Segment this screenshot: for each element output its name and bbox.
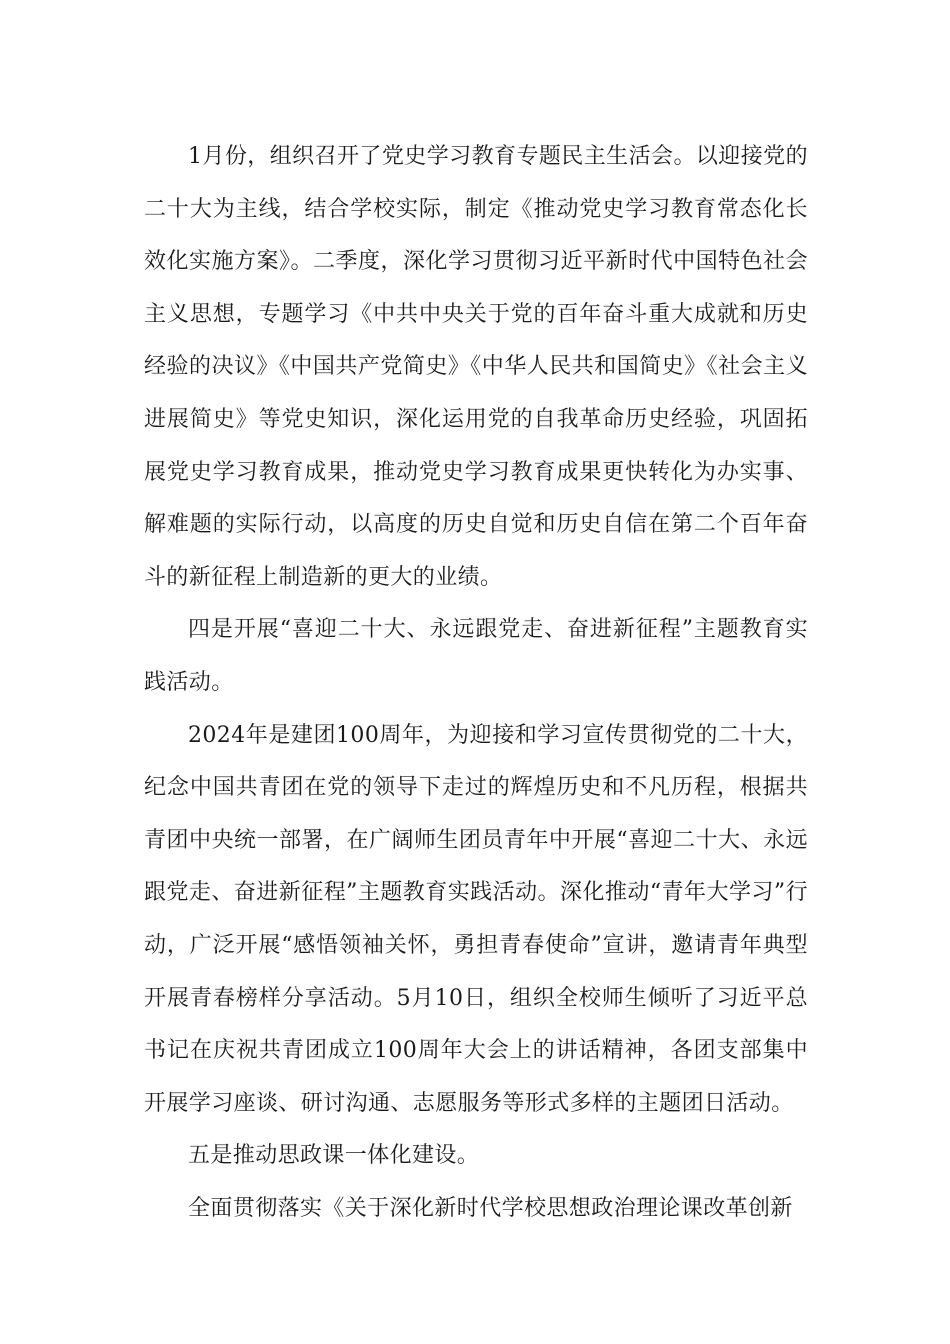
paragraph-party-history-study: 1月份，组织召开了党史学习教育专题民主生活会。以迎接党的二十大为主线，结合学校实际，制定《推动党史学习教育常态化长效化实施方案》。二季度，深化学习贯彻习近平新时代中国特色社会主义思想，专题学习《中共中央关于党的百年奋斗重大成就和历史经验的决议》《中国共产党简史》《中华人民共和国简史》《社会主义进展简史》等党史知识，深化运用党的自我革命历史经验，巩固拓展党史学习教育成果，推动党史学习教育成果更快转化为办实事、解难题的实际行动，以高度的历史自觉和历史自信在第二个百年奋斗的新征程上制造新的更大的业绩。 [144,144,808,590]
document-body [144,131,808,1235]
paragraph-ideological-course: 全面贯彻落实《关于深化新时代学校思想政治理论课改革创新 [188,1195,793,1221]
paragraph-youth-league-centenary: 2024年是建团100周年，为迎接和学习宣传贯彻党的二十大，纪念中国共青团在党的领导下走过的辉煌历史和不凡历程，根据共青团中央统一部署，在广阔师生团员青年中开展“喜迎二十大、永远跟党走、奋进新征程”主题教育实践活动。深化推动“青年大学习”行动，广泛开展“感悟领袖关怀，勇担青春使命”宣讲，邀请青年典型开展青春榜样分享活动。5月10日，组织全校师生倾听了习近平总书记在庆祝共青团成立100周年大会上的讲话精神，各团支部集中开展学习座谈、研讨沟通、志愿服务等形式多样的主题团日活动。 [144,722,808,1116]
paragraph-heading-five: 五是推动思政课一体化建设。 [188,1143,480,1169]
paragraph-heading-four: 四是开展“喜迎二十大、永远跟党走、奋进新征程”主题教育实践活动。 [144,617,808,695]
